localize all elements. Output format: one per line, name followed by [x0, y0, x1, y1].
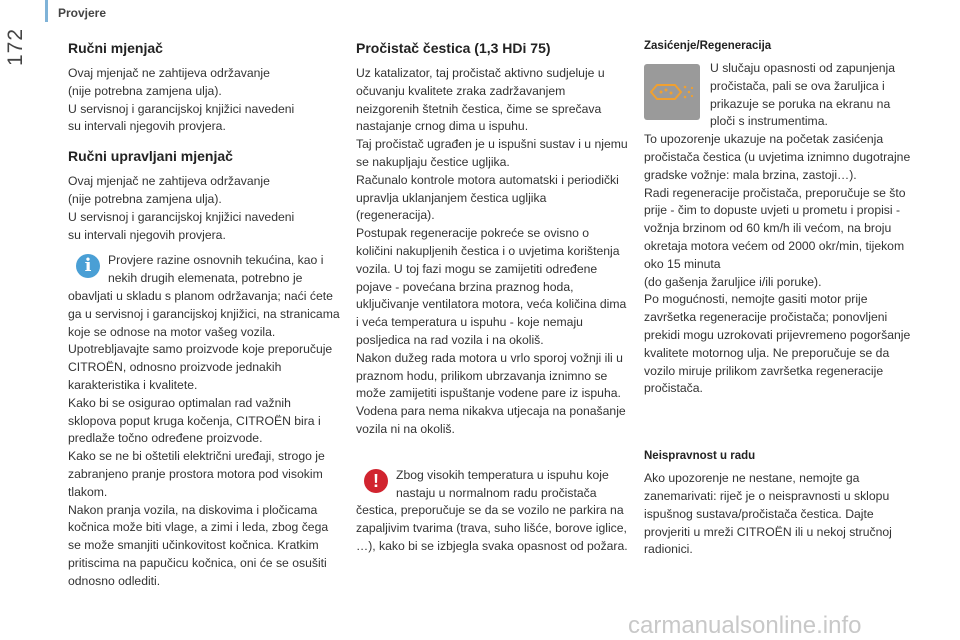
warning-icon: !	[364, 469, 388, 493]
margin-accent-line	[45, 0, 48, 22]
paragraph-automated-gearbox: Ovaj mjenjač ne zahtijeva održavanje (nije potrebna zamjena ulja). U servisnoj i garancijskoj knjižici navedeni su intervali njegovih provjera.	[68, 174, 295, 242]
watermark: carmanualsonline.info	[628, 612, 862, 639]
warning-notice-text: Zbog visokih temperatura u ispuhu koje nastaju u normalnom radu pročistača čestica, preporučuje se da se vozilo ne parkira na zapaljivim tvarima (trava, suho lišće, borove iglice, …), kako bi se izbjegla svaka opasnost od požara.	[356, 467, 628, 553]
info-notice-lead: Provjere razine osnovnih tekućina, kao i nekih drugih elemenata, potrebno je obavljati u skladu s planom održavanja; naći ćete ga u servisnoj i garancijskoj knjižici, na stranicama koje se odnose na motor vašeg vozila.	[68, 253, 340, 339]
heading-malfunction: Neispravnost u radu	[644, 450, 756, 463]
margin-bar	[0, 0, 62, 640]
page-number: 172	[4, 27, 27, 66]
column-right	[644, 40, 916, 559]
heading-manual-gearbox: Ručni mjenjač	[68, 40, 163, 56]
paragraph-saturation: To upozorenje ukazuje na početak zasićenja pročistača čestica (u uvjetima iznimno dugotrajne gradske vožnje: mala brzina, zastoji…). Radi regeneracije pročistača, preporučuje se što prije - čim to dopuste uvjeti u prometu i propisi - vožnja brzinom od 60 km/h ili većom, na broju okretaja motora većem od 2000 okr/min, tijekom oko 15 minuta (do gašenja žaruljice i/ili poruke). Po mogućnosti, nemojte gasiti motor prije završetka regeneracije pročistača; ponovljeni prekidi mogu uzrokovati prijevremeno pogoršanje kvalitete motornog ulja. Ne preporučuje se da vozilo miruje prilikom završetka regeneracije pročistača.	[644, 132, 911, 396]
heading-saturation: Zasićenje/Regeneracija	[644, 40, 772, 52]
particle-filter-warning-icon	[644, 64, 700, 120]
heading-particle-filter: Pročistač čestica (1,3 HDi 75)	[356, 40, 551, 56]
column-left	[68, 40, 340, 591]
paragraph-particle-filter: Uz katalizator, taj pročistač aktivno sudjeluje u očuvanju kvalitete zraka zadržavanjem neizgorenih štetnih čestica, čime se sprečava nastajanje crnog dima u ispuhu. Taj pročistač ugrađen je u ispušni sustav i u njemu se nakupljaju čestice ugljika. Računalo kontrole motora automatski i periodički upravlja uklanjanjem čestica ugljika (regeneracija). Postupak regeneracije pokreće se ovisno o količini nakupljenih čestica i o uvjetima korištenja vozila. U toj fazi mogu se zamijetiti određene pojave - povećana brzina praznog hoda, uključivanje ventilatora motora, veća količina dima i veća temperatura u ispuhu - koje nemaju posljedica na rad vozila i na okoliš. Nakon dužeg rada motora u vrlo sporoj vožnji ili u praznom hodu, prilikom ubrzavanja iznimno se može zamijetiti ispuštanje vodene pare iz ispuha. Vodena para nema nikakva utjecaja na ponašanje vozila ni na okoliš.	[356, 66, 628, 436]
info-icon: i	[76, 254, 100, 278]
info-notice	[68, 252, 340, 590]
saturation-lead: U slučaju opasnosti od zapunjenja pročistača, pali se ova žaruljica i prikazuje se poruka na ekranu na ploči s instrumentima.	[710, 61, 895, 129]
info-notice-body: Upotrebljavajte samo proizvode koje preporučuje CITROËN, odnosno proizvode jednakih karakteristika i kvalitete. Kako bi se osigurao optimalan rad važnih sklopova poput kruga kočenja, CITROËN bira i predlaže točno određene proizvode. Kako se ne bi oštetili električni uređaji, strogo je zabranjeno pranje prostora motora pod visokim tlakom. Nakon pranja vozila, na diskovima i pločicama kočnica može biti vlage, a zimi i leda, zbog čega se može smanjiti učinkovitost kočnica. Kratkim pritiscima na papučicu kočnica, oni će se osušiti odnosno odlediti.	[68, 342, 333, 588]
section-title: Provjere	[58, 6, 107, 20]
paragraph-manual-gearbox: Ovaj mjenjač ne zahtijeva održavanje (nije potrebna zamjena ulja). U servisnoj i garancijskoj knjižici navedeni su intervali njegovih provjera.	[68, 66, 295, 134]
warning-notice	[356, 467, 628, 556]
column-middle	[356, 40, 628, 556]
paragraph-malfunction: Ako upozorenje ne nestane, nemojte ga zanemarivati: riječ je o neispravnosti u sklopu ispušnog sustava/pročistača čestica. Dajte provjeriti u mreži CITROËN ili u nekoj stručnoj radionici.	[644, 471, 892, 557]
heading-automated-gearbox: Ručni upravljani mjenjač	[68, 148, 233, 165]
